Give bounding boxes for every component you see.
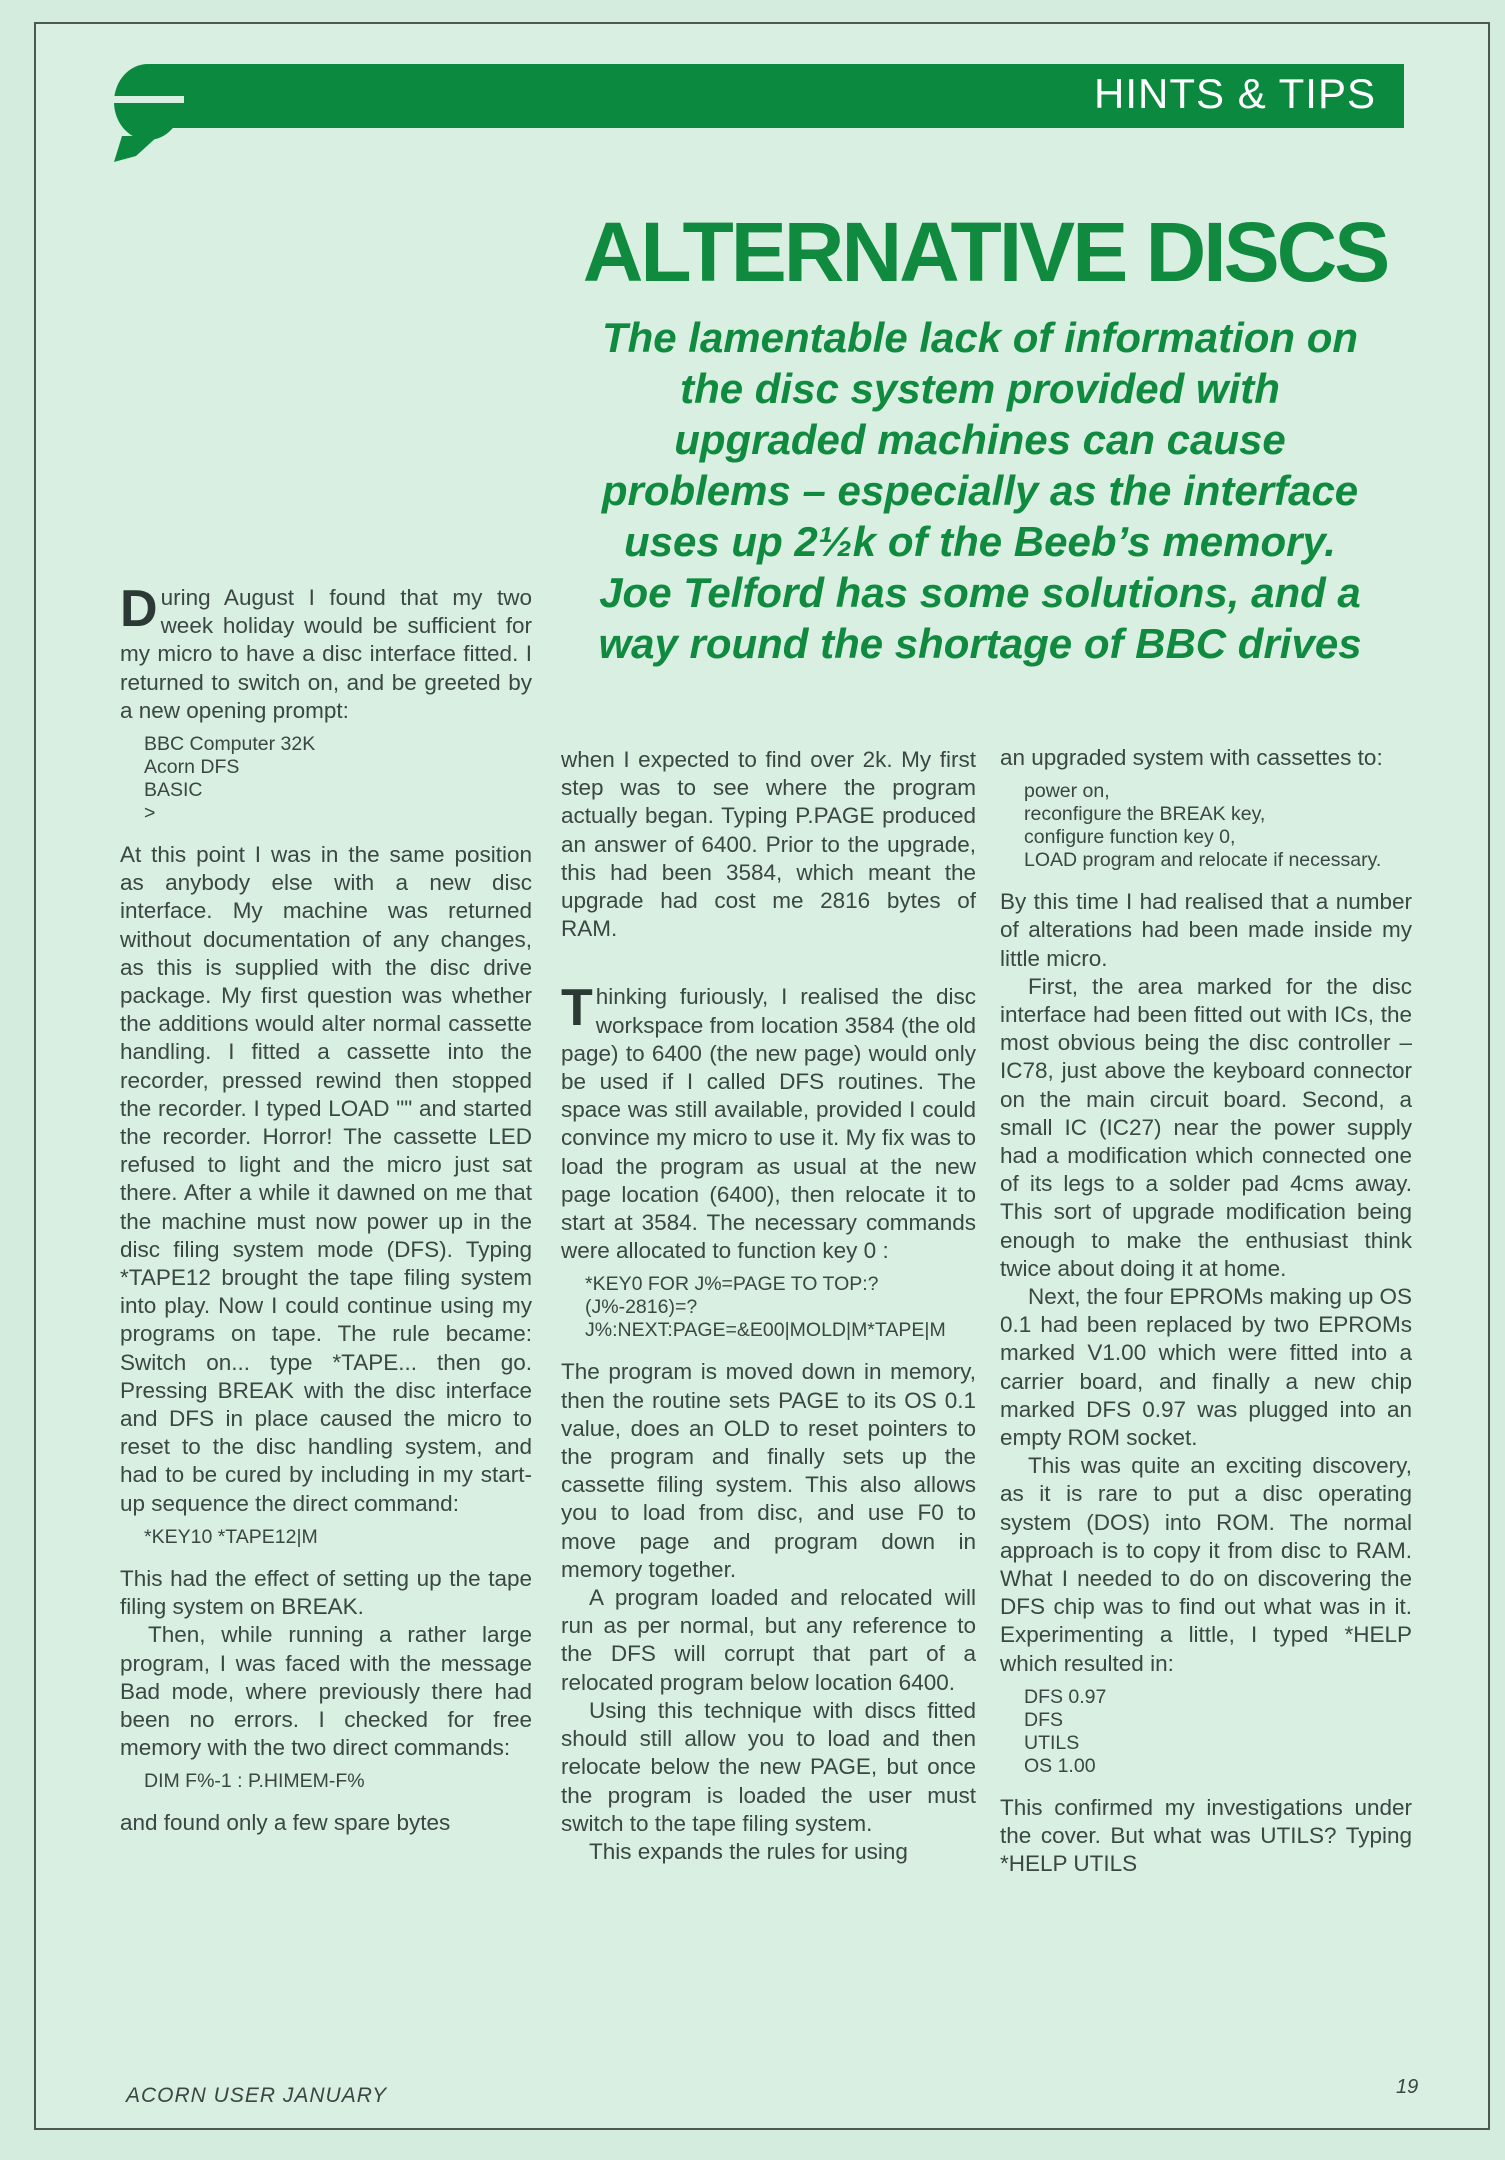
paragraph: hinking furiously, I realised the disc workspace from location 3584 (the old page) to 6400 (the new page) would only be used if I called DFS routines. The space was still available, provided I could convince my micro to use it. My fix was to load the program as usual at the new page location (6400), then relocate it to start at 3584. The necessary commands were allocated to function key 0 : [561, 984, 976, 1264]
drop-cap: T [561, 979, 593, 1038]
paragraph: A program loaded and relocated will run as per normal, but any reference to the DFS will corrupt that part of a relocated program below location 6400. [561, 1585, 976, 1695]
footer-magazine-title: ACORN USER JANUARY [126, 2084, 388, 2107]
paragraph: The program is moved down in memory, then the routine sets PAGE to its OS 0.1 value, does an OLD to reset pointers to the program and finally sets up the cassette filing system. This also allows you to load from disc, and use F0 to move page and program down in memory together. [561, 1359, 976, 1582]
paragraph: This expands the rules for using [589, 1838, 908, 1864]
paragraph: an upgraded system with cassettes to: [1000, 745, 1383, 770]
paragraph: At this point I was in the same position as anybody else with a new disc interface. My machine was returned without documentation of any changes, as this is supplied with the disc drive package. My first question was whether the additions would alter normal cassette handling. I fitted a cassette into the recorder, pressed rewind then stopped the recorder. I typed LOAD "" and started the recorder. Horror! The cassette LED refused to light and the micro just sat there. After a while it dawned on me that the machine must now power up in the disc filing system mode (DFS). Typing *TAPE12 brought the tape filing system into play. Now I could continue using my programs on tape. The rule became: Switch on... type *TAPE... then go. Pressing BREAK with the disc interface and DFS in place caused the micro to reset to the disc handling system, and had to be cured by including in my start-up sequence the direct command: [120, 842, 532, 1516]
acorn-logo-icon [108, 58, 188, 168]
paragraph: Then, while running a rather large program, I was faced with the message Bad mode, where previously there had been no errors. I checked for free memory with the two direct commands: [120, 1622, 532, 1761]
column-1 [120, 580, 532, 1838]
code-block: *KEY10 *TAPE12|M [144, 1525, 318, 1548]
code-block: *KEY0 FOR J%=PAGE TO TOP:?(J%-2816)=?J%:NEXT:PAGE=&E00|MOLD|M*TAPE|M [585, 1273, 946, 1342]
page-number: 19 [1396, 2076, 1419, 2098]
paragraph: Next, the four EPROMs making up OS 0.1 had been replaced by two EPROMs marked V1.00 which were fitted into a carrier board, and finally a new chip marked DFS 0.97 was plugged into an empty ROM socket. [1000, 1284, 1412, 1451]
paragraph: Using this technique with discs fitted should still allow you to load and then relocate below the new PAGE, but once the program is loaded the user must switch to the tape filing system. [561, 1697, 976, 1836]
code-block: DIM F%-1 : P.HIMEM-F% [144, 1770, 365, 1793]
code-block: power on, reconfigure the BREAK key, configure function key 0, LOAD program and relocate if necessary. [1024, 780, 1382, 872]
drop-cap: D [120, 580, 158, 638]
column-3 [1000, 744, 1412, 1879]
paragraph: This had the effect of setting up the tape filing system on BREAK. [120, 1565, 532, 1620]
section-banner [150, 64, 1404, 128]
paragraph: and found only a few spare bytes [120, 1810, 451, 1836]
paragraph: uring August I found that my two week holiday would be sufficient for my micro to have a disc interface fitted. I returned to switch on, and be greeted by a new opening prompt: [120, 585, 532, 723]
paragraph: First, the area marked for the disc interface had been fitted out with ICs, the most obvious being the disc controller – IC78, just above the keyboard connector on the main circuit board. Second, a small IC (IC27) near the power supply had a modification which connected one of its legs to a solder pad 4cms away. This sort of upgrade modification being enough to make the enthusiast think twice about doing it at home. [1000, 973, 1412, 1281]
paragraph: when I expected to find over 2k. My first step was to see where the program actually began. Typing P.PAGE produced an answer of 6400. Prior to the upgrade, this had been 3584, which meant the upgrade had cost me 2816 bytes of RAM. [561, 747, 976, 942]
code-block: BBC Computer 32K Acorn DFS BASIC > [144, 733, 316, 825]
article-headline: ALTERNATIVE DISCS [582, 205, 1388, 299]
paragraph: By this time I had realised that a number of alterations had been made inside my little micro. [1000, 889, 1412, 971]
paragraph: This was quite an exciting discovery, as it is rare to put a disc operating system (DOS) into ROM. The normal approach is to copy it from disc to RAM. What I needed to do on discovering the DFS chip was to find out what was in it. Experimenting a little, I typed *HELP which resulted in: [1000, 1453, 1412, 1676]
code-block: DFS 0.97 DFS UTILS OS 1.00 [1024, 1685, 1107, 1777]
section-label: HINTS & TIPS [1094, 70, 1376, 117]
column-2 [561, 746, 976, 1866]
article-standfirst: The lamentable lack of information on the disc system provided with upgraded machines can cause problems – especially as the interface uses up 2½k of the Beeb’s memory. Joe Telford has some solutions, and a way round the shortage of BBC drives [598, 314, 1362, 667]
paragraph: This confirmed my investigations under the cover. But what was UTILS? Typing *HELP UTILS [1000, 1794, 1412, 1877]
